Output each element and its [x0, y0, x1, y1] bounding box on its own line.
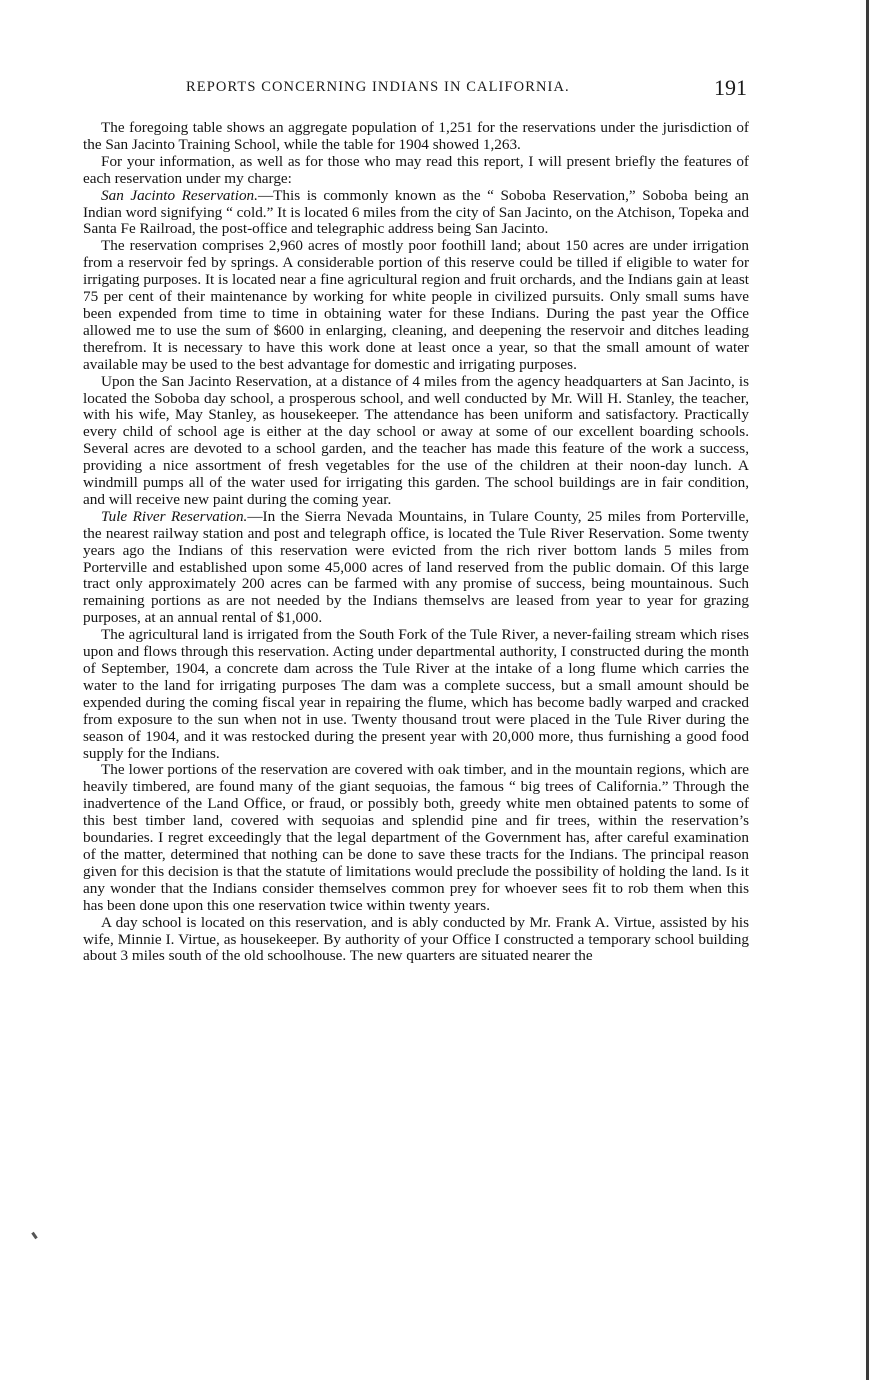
paragraph [83, 154, 749, 188]
section-heading-san-jacinto: San Jacinto Reservation. [101, 186, 258, 204]
paragraph-text: —This is commonly known as the “ Soboba Reservation,” Soboba being an Indian word signifying “ cold.” It is located 6 miles from the city of San Jacinto, on the Atchison, Topeka and Santa Fe Railroad, the post-office and telegraphic address being San Jacinto. [83, 186, 749, 238]
paragraph-text: The lower portions of the reservation are covered with oak timber, and in the mountain regions, which are heavily timbered, are found many of the giant sequoias, the famous “ big trees of California.” Through the inadvertence of the Land Office, or fraud, or possibly both, greedy white men obtained patents to some of this best timber land, covered with sequoias and splendid pine and fir trees, within the reservation’s boundaries. I regret exceedingly that the legal department of the Government has, after careful examination of the matter, determined that nothing can be done to save these tracts for the Indians. The principal reason given for this decision is that the statute of limitations would preclude the possibility of holding the land. Is it any wonder that the Indians consider themselves common prey for whoever sees fit to rob them when this has been done upon this one reservation twice within twenty years. [83, 761, 749, 914]
paragraph-text: A day school is located on this reservation, and is ably conducted by Mr. Frank A. Virtue, assisted by his wife, Minnie I. Virtue, as housekeeper. By authority of your Office I constructed a temporary school building about 3 miles south of the old schoolhouse. The new quarters are situated nearer the [83, 913, 749, 965]
ink-speck [31, 1232, 37, 1239]
paragraph-text: The agricultural land is irrigated from the South Fork of the Tule River, a never-failing stream which rises upon and flows through this reservation. Acting under departmental authority, I constructed during the month of September, 1904, a concrete dam across the Tule River at the intake of a long flume which carries the water to the land for irrigating purposes The dam was a complete success, but a small amount should be expended during the coming fiscal year in repairing the flume, which has become badly warped and cracked from exposure to the sun when not in use. Twenty thousand trout were placed in the Tule River during the season of 1904, and it was restocked during the present year with 20,000 more, thus furnishing a good food supply for the Indians. [83, 626, 749, 762]
paragraph-text: Upon the San Jacinto Reservation, at a distance of 4 miles from the agency headquarters at San Jacinto, is located the Soboba day school, a prosperous school, and well conducted by Mr. Will H. Stanley, the teacher, with his wife, May Stanley, as housekeeper. The attendance has been uniform and satisfactory. Practically every child of school age is either at the day school or away at some of our excellent boarding schools. Several acres are devoted to a school garden, and the teacher has made this feature of the work a success, providing a nice assortment of fresh vegetables for the use of the children at their noon-day lunch. A windmill pumps all of the water used for irrigating this garden. The school buildings are in fair condition, and will receive new paint during the coming year. [83, 372, 749, 508]
paragraph [83, 374, 749, 509]
paragraph [83, 509, 749, 627]
paragraph [83, 120, 749, 154]
page-number: 191 [714, 75, 747, 100]
paragraph [83, 627, 749, 762]
paragraph-text: The reservation comprises 2,960 acres of mostly poor foothill land; about 150 acres are under irrigation from a reservoir fed by springs. A considerable portion of this reserve could be tilled if eligible to water for irrigating purposes. It is located near a fine agricultural region and fruit orchards, and the Indians gain at least 75 per cent of their maintenance by working for white people in civilized pursuits. Only small sums have been expended from time to time in obtaining water for these Indians. During the past year the Office allowed me to use the sum of $600 in enlarging, cleaning, and deepening the reservoir and ditches leading therefrom. It is necessary to have this work done at least once a year, so that the small amount of water available may be used to the best advantage for domestic and irrigating purposes. [83, 237, 749, 373]
paragraph-text: The foregoing table shows an aggregate population of 1,251 for the reservations under the jurisdiction of the San Jacinto Training School, while the table for 1904 showed 1,263. [83, 119, 749, 153]
paragraph [83, 762, 749, 914]
body-text [83, 120, 749, 965]
paragraph [83, 238, 749, 373]
paragraph-text: For your information, as well as for those who may read this report, I will present briefly the features of each reservation under my charge: [83, 152, 749, 187]
paragraph [83, 188, 749, 239]
running-header [186, 76, 746, 102]
paragraph-text: —In the Sierra Nevada Mountains, in Tulare County, 25 miles from Porterville, the nearest railway station and post and telegraph office, is located the Tule River Reservation. Some twenty years ago the Indians of this reservation were evicted from the rich river bottom lands 5 miles from Porterville and established upon some 45,000 acres of land reserved from the public domain. Of this large tract only approximately 200 acres can be farmed with any promise of success, being mountainous. Such remaining portions as are not needed by the Indians themselvs are leased from year to year for grazing purposes, at an annual rental of $1,000. [83, 507, 750, 627]
running-title: REPORTS CONCERNING INDIANS IN CALIFORNIA. [186, 79, 570, 95]
paragraph [83, 915, 749, 966]
section-heading-tule-river: Tule River Reservation. [101, 507, 248, 525]
